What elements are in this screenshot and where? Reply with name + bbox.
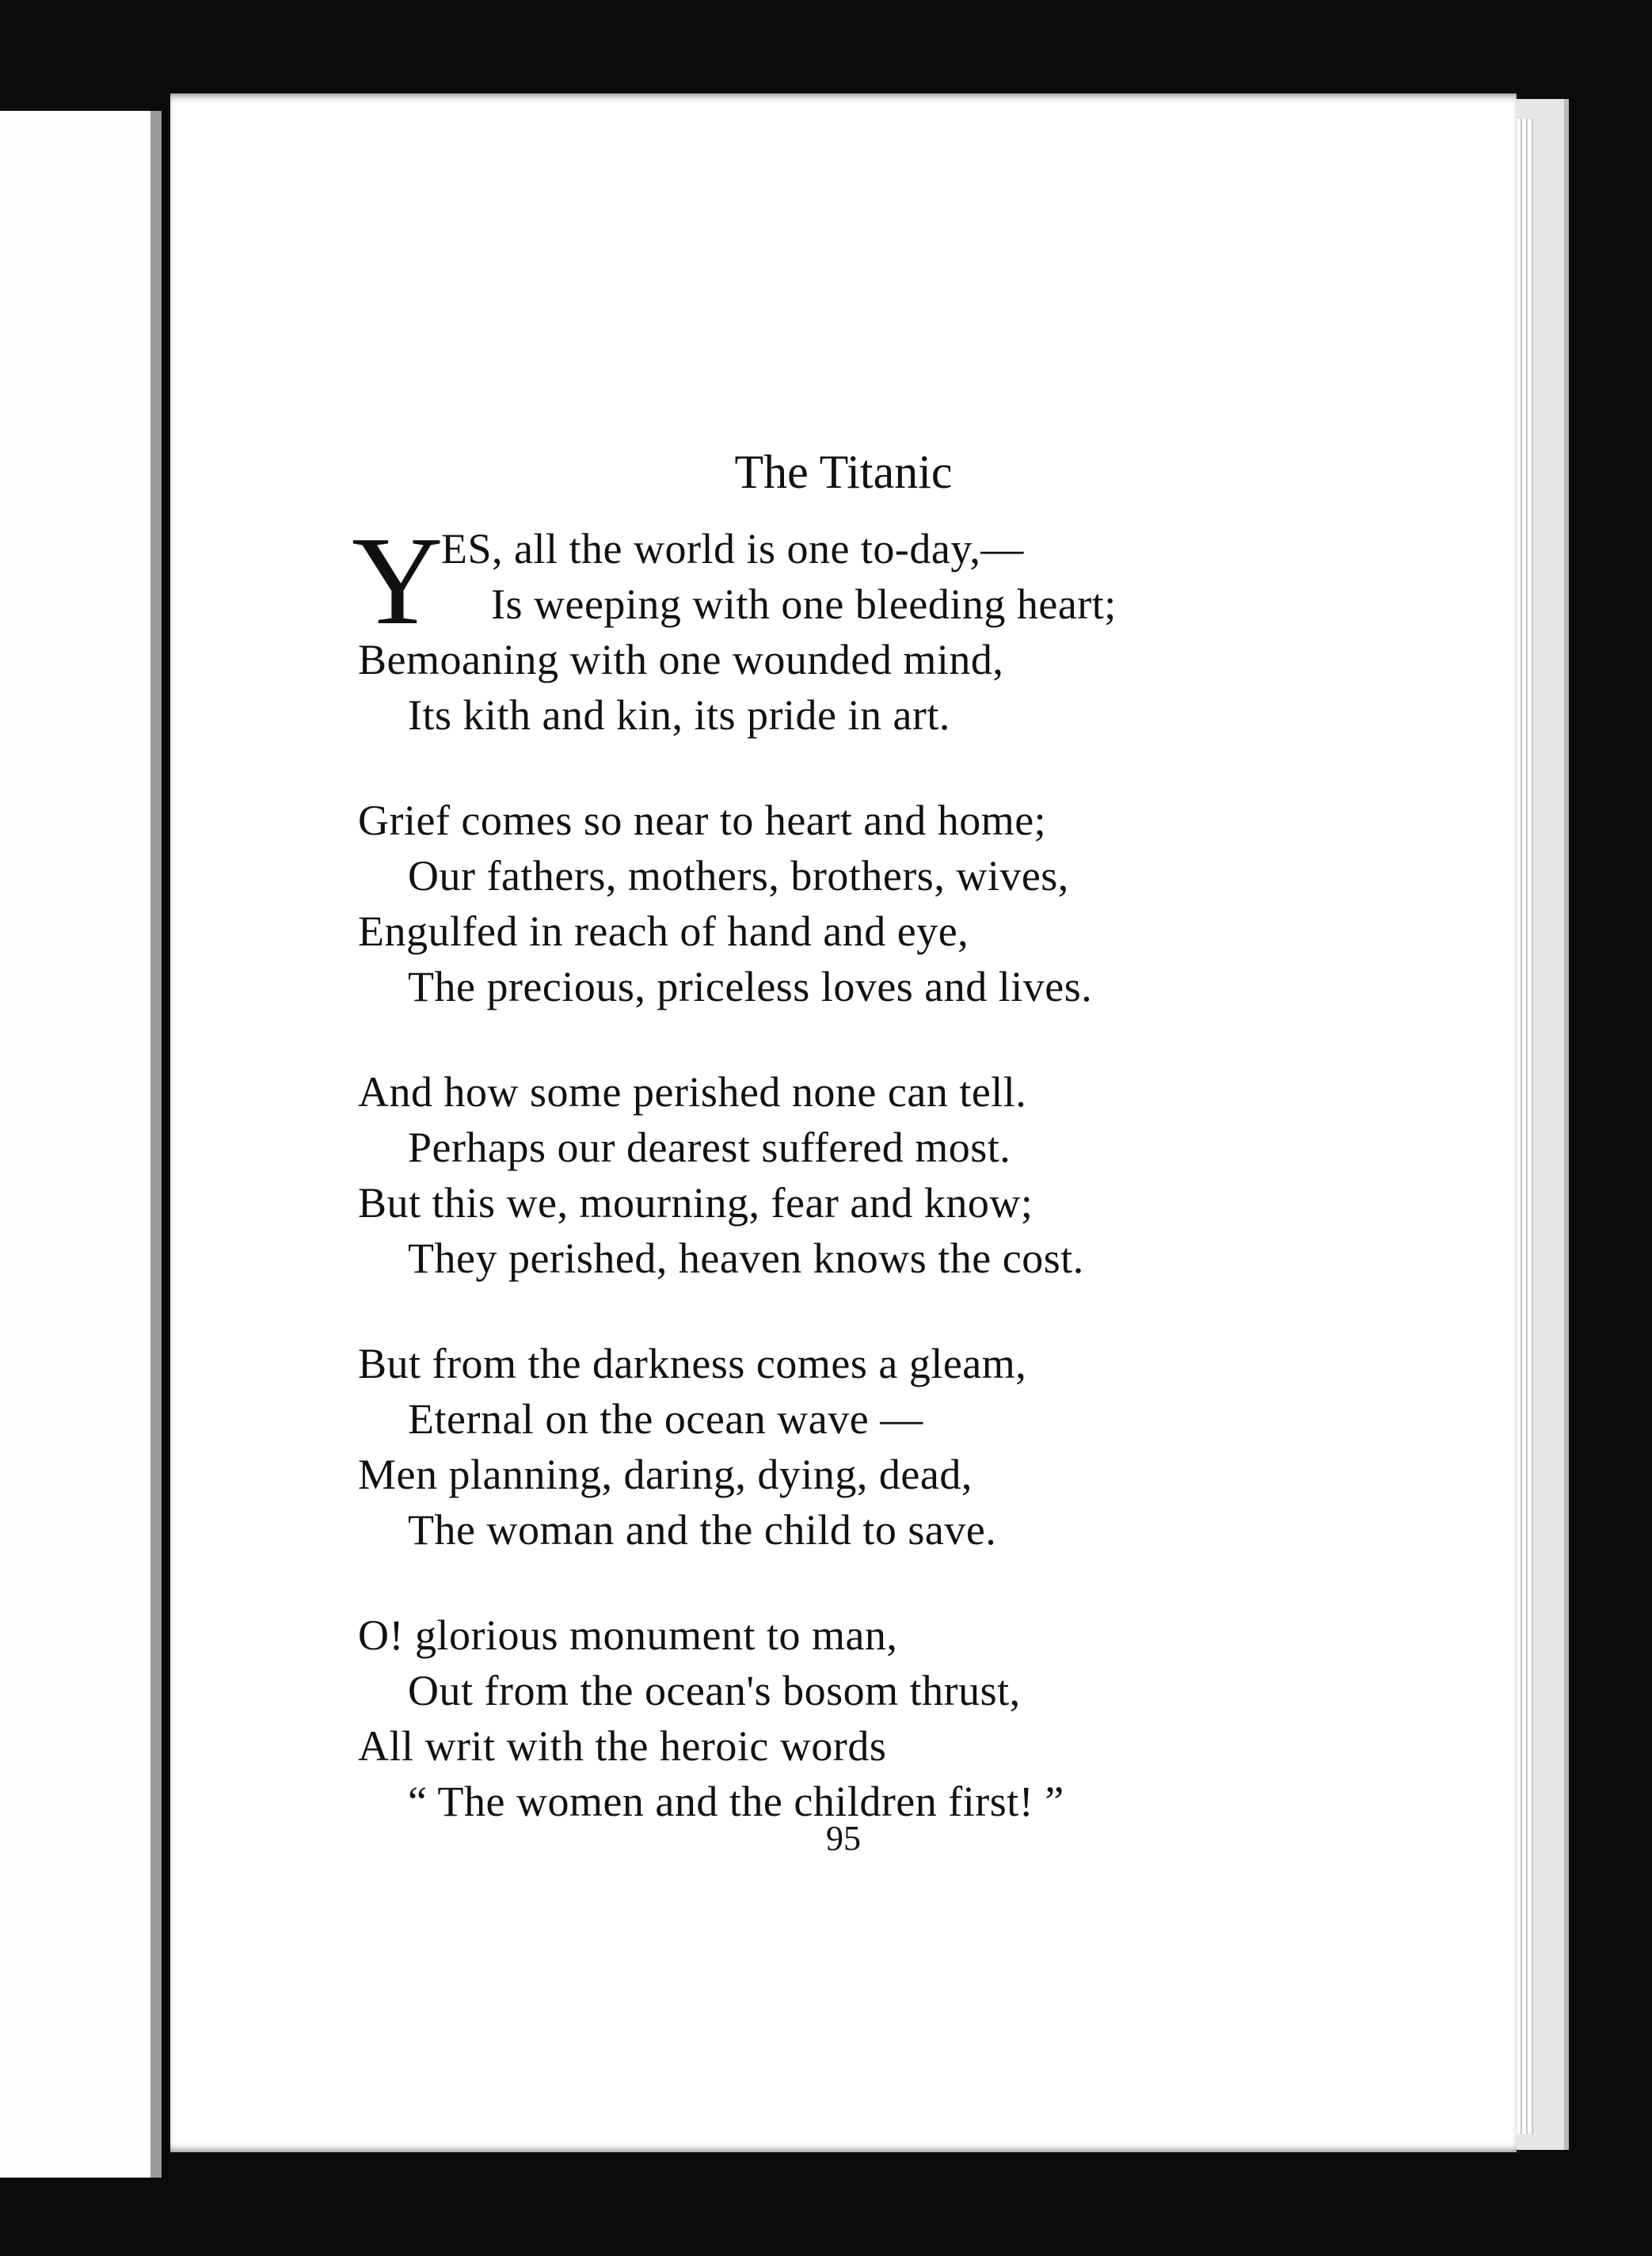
poem-line: ES, all the world is one to-day,— (441, 525, 1024, 573)
stanza-1 (352, 510, 1467, 743)
poem-title: The Titanic (734, 446, 953, 498)
poem-line: Bemoaning with one wounded mind, (358, 636, 1004, 683)
poem-line: Its kith and kin, its pride in art. (408, 691, 950, 739)
book-page (170, 93, 1517, 2152)
poem-line: The woman and the child to save. (408, 1506, 997, 1554)
poem-line: But this we, mourning, fear and know; (358, 1179, 1033, 1227)
poem-body (352, 510, 1467, 1879)
stanza-3 (358, 1064, 1467, 1286)
poem-line: Grief comes so near to heart and home; (358, 797, 1047, 844)
opening-lines (352, 510, 1467, 651)
stanza-5 (358, 1607, 1467, 1829)
facing-page-edge (0, 111, 162, 2178)
poem-line: But from the darkness comes a gleam, (358, 1340, 1027, 1387)
poem-line: Our fathers, mothers, brothers, wives, (408, 852, 1069, 900)
poem-line: “ The women and the children first! ” (408, 1778, 1064, 1825)
stanza-2 (358, 793, 1467, 1014)
poem-line: They perished, heaven knows the cost. (408, 1235, 1084, 1282)
poem-line: Eternal on the ocean wave — (408, 1395, 923, 1443)
poem-line: Engulfed in reach of hand and eye, (358, 907, 969, 955)
poem-line: Men planning, daring, dying, dead, (358, 1451, 973, 1498)
poem-line: The precious, priceless loves and lives. (408, 963, 1093, 1010)
poem-line: All writ with the heroic words (358, 1722, 887, 1770)
page-number: 95 (826, 1819, 861, 1858)
drop-cap: Y (352, 510, 443, 651)
poem-line: O! glorious monument to man, (358, 1611, 898, 1659)
poem-line: Out from the ocean's bosom thrust, (408, 1667, 1021, 1714)
poem-line: And how some perished none can tell. (358, 1068, 1027, 1116)
stanza-4 (358, 1336, 1467, 1558)
poem-line: Is weeping with one bleeding heart; (491, 580, 1117, 628)
poem-line: Perhaps our dearest suffered most. (408, 1124, 1011, 1171)
